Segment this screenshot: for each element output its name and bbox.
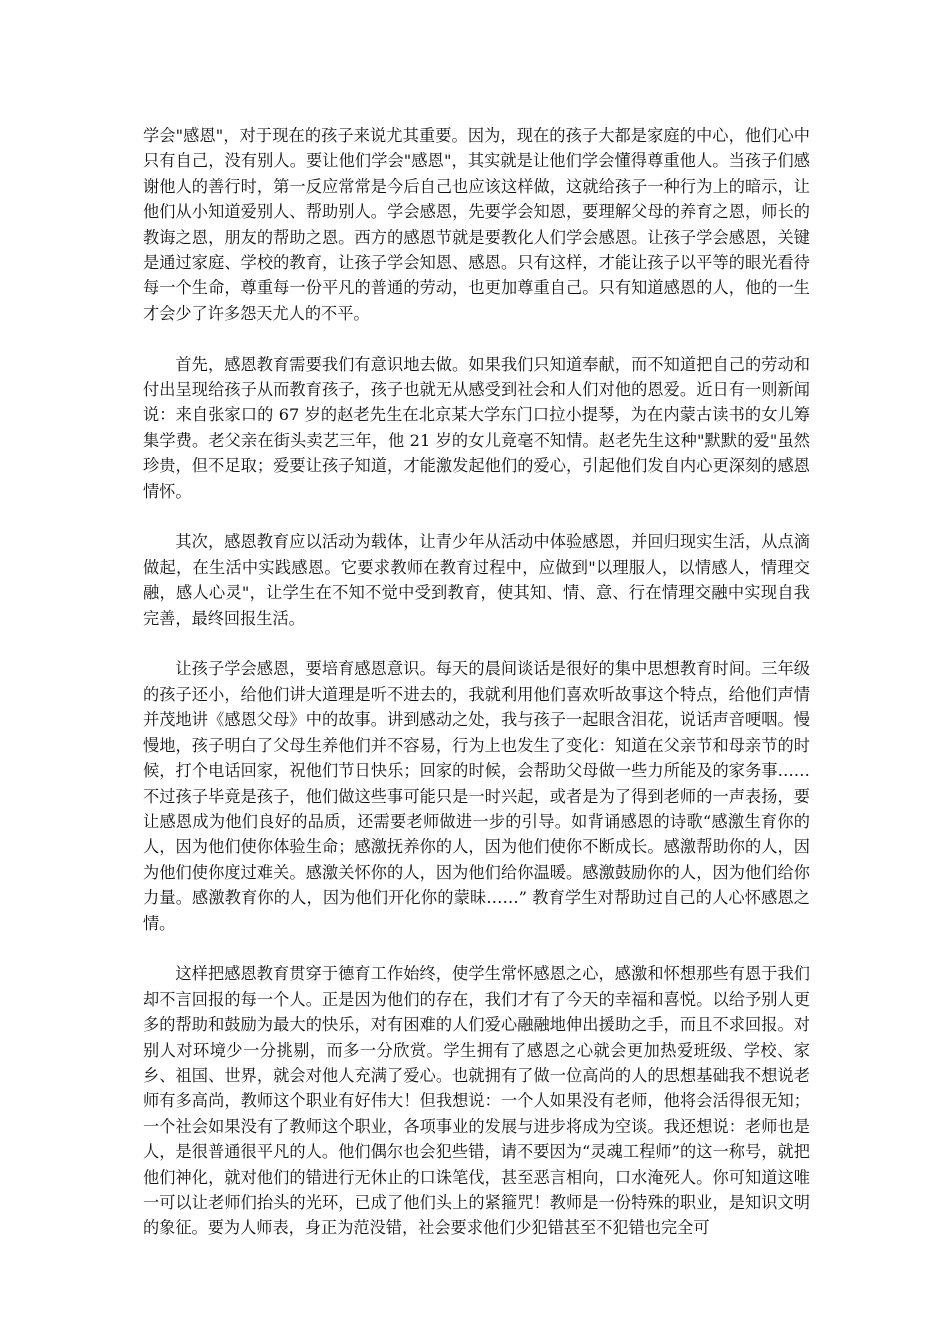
paragraph-3: 其次，感恩教育应以活动为载体，让青少年从活动中体验感恩，并回归现实生活，从点滴做起，在生活中实践感恩。它要求教师在教育过程中，应做到"以理服人，以情感人，情理交融，感人心灵"，让学生在不知不觉中受到教育，使其知、情、意、行在情理交融中实现自我完善，最终回报生活。 bbox=[143, 532, 810, 628]
paragraph-4: 让孩子学会感恩，要培育感恩意识。每天的晨间谈话是很好的集中思想教育时间。三年级的孩子还小，给他们讲大道理是听不进去的，我就利用他们喜欢听故事这个特点，给他们声情并茂地讲《感恩父母》中的故事。讲到感动之处，我与孩子一起眼含泪花，说话声音哽咽。慢慢地，孩子明白了父母生养他们并不容易，行为上也发生了变化：知道在父亲节和母亲节的时候，打个电话回家，祝他们节日快乐；回家的时候，会帮助父母做一些力所能及的家务事……不过孩子毕竟是孩子，他们做这些事可能只是一时兴起，或者是为了得到老师的一声表扬，要让感恩成为他们良好的品质，还需要老师做进一步的引导。如背诵感恩的诗歌“感激生育你的人，因为他们使你体验生命；感激抚养你的人，因为他们使你不断成长。感激帮助你的人，因为他们使你度过难关。感激关怀你的人，因为他们给你温暖。感激鼓励你的人，因为他们给你力量。感激教育你的人，因为他们开化你的蒙昧……” 教育学生对帮助过自己的人心怀感恩之情。 bbox=[143, 659, 810, 933]
paragraph-2: 首先，感恩教育需要我们有意识地去做。如果我们只知道奉献，而不知道把自己的劳动和付出呈现给孩子从而教育孩子，孩子也就无从感受到社会和人们对他的恩爱。近日有一则新闻说：来自张家口的 67 岁的赵老先生在北京某大学东门口拉小提琴，为在内蒙古读书的女儿筹集学费。老父亲在街头卖艺三年，他 21 岁的女儿竟毫不知情。赵老先生这种"默默的爱"虽然珍贵，但不足取；爱要让孩子知道，才能激发起他们的爱心，引起他们发自内心更深刻的感恩情怀。 bbox=[143, 354, 810, 501]
paragraph-1: 学会"感恩"，对于现在的孩子来说尤其重要。因为，现在的孩子大都是家庭的中心，他们心中只有自己，没有别人。要让他们学会"感恩"，其实就是让他们学会懂得尊重他人。当孩子们感谢他人的善行时，第一反应常常是今后自己也应该这样做，这就给孩子一种行为上的暗示，让他们从小知道爱别人、帮助别人。学会感恩，先要学会知恩，要理解父母的养育之恩，师长的教诲之恩，朋友的帮助之恩。西方的感恩节就是要教化人们学会感恩。让孩子学会感恩，关键是通过家庭、学校的教育，让孩子学会知恩、感恩。只有这样，才能让孩子以平等的眼光看待每一个生命，尊重每一份平凡的普通的劳动，也更加尊重自己。只有知道感恩的人，他的一生才会少了许多怨天尤人的不平。 bbox=[143, 126, 810, 323]
paragraph-5: 这样把感恩教育贯穿于德育工作始终，使学生常怀感恩之心，感激和怀想那些有恩于我们却不言回报的每一个人。正是因为他们的存在，我们才有了今天的幸福和喜悦。以给予别人更多的帮助和鼓励为最大的快乐，对有困难的人们爱心融融地伸出援助之手，而且不求回报。对别人对环境少一分挑剔，而多一分欣赏。学生拥有了感恩之心就会更加热爱班级、学校、家乡、祖国、世界，就会对他人充满了爱心。也就拥有了做一位高尚的人的思想基础我不想说老师有多高尚，教师这个职业有好伟大！但我想说：一个人如果没有老师，他将会活得很无知；一个社会如果没有了教师这个职业，各项事业的发展与进步将成为空谈。我还想说：老师也是人，是很普通很平凡的人。他们偶尔也会犯些错，请不要因为“灵魂工程师”的这一称号，就把他们神化，就对他们的错进行无休止的口诛笔伐，甚至恶言相向，口水淹死人。你可知道这唯一可以让老师们抬头的光环，已成了他们头上的紧箍咒！教师是一份特殊的职业，是知识文明的象征。要为人师表，身正为范没错，社会要求他们少犯错甚至不犯错也完全可 bbox=[143, 964, 810, 1238]
document-page bbox=[143, 123, 810, 1241]
